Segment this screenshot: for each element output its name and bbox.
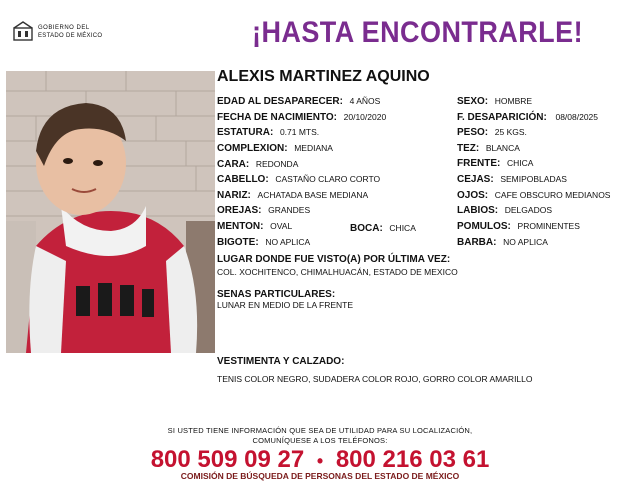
field-value: CHICA [389,223,416,233]
section-label: VESTIMENTA Y CALZADO: [217,356,345,367]
field-value: NO APLICA [503,237,548,247]
footer-note-line-1: SI USTED TIENE INFORMACIÓN QUE SEA DE UTILIDAD PARA SU LOCALIZACIÓN, [167,426,473,435]
field-value: MEDIANA [294,143,333,153]
footer-note [0,426,640,446]
field-label: ESTATURA: [217,127,274,138]
field-value: DELGADOS [504,205,552,215]
field-label: FECHA DE NACIMIENTO: [217,112,337,123]
field-menton [217,221,292,232]
field-label: LABIOS: [457,205,499,216]
field-barba [457,237,548,248]
field-label: POMULOS: [457,221,511,232]
marks-label [217,289,335,300]
field-label: MENTON: [217,221,264,232]
section-value: LUNAR EN MEDIO DE LA FRENTE [217,300,354,310]
field-label: CARA: [217,159,250,170]
marks-value [217,300,353,311]
field-label: COMPLEXION: [217,143,288,154]
footer-note-line-2: COMUNÍQUESE A LOS TELÉFONOS: [252,436,388,445]
section-label: SENAS PARTICULARES: [217,289,336,300]
last-seen-label [217,254,450,265]
field-label: BIGOTE: [217,237,259,248]
field-value: CHICA [506,158,534,168]
field-tez [457,143,520,154]
field-value: 08/08/2025 [555,112,599,122]
field-label: EDAD AL DESAPARECER: [217,96,343,107]
field-label: F. DESAPARICIÓN: [457,112,547,123]
field-cara [217,159,298,170]
commission-name: COMISIÓN DE BÚSQUEDA DE PERSONAS DEL ESTADO DE MÉXICO [180,471,460,481]
field-label: PESO: [457,127,489,138]
field-nariz [217,190,368,201]
state-emblem-icon [12,20,34,42]
child-portrait-illustration [6,71,215,353]
field-label: CABELLO: [217,174,269,185]
person-name: ALEXIS MARTINEZ AQUINO [217,68,430,85]
phone-1[interactable]: 800 509 09 27 [150,446,305,473]
field-value: OVAL [270,221,293,231]
field-label: NARIZ: [217,190,251,201]
field-fecha-nacimiento [217,112,386,123]
field-label: FRENTE: [457,158,501,169]
logo-line-1: GOBIERNO DEL [38,25,90,31]
field-value: BLANCA [485,143,520,153]
field-value: NO APLICA [265,237,311,247]
phone-numbers [0,446,640,474]
field-value: GRANDES [268,205,311,215]
field-label: TEZ: [457,143,480,154]
field-frente [457,158,533,169]
field-label: OREJAS: [217,205,262,216]
clothing-label [217,356,344,367]
field-label: BOCA: [350,223,383,234]
field-value: PROMINENTES [517,221,580,231]
field-cejas [457,174,567,185]
section-value: COL. XOCHITENCO, CHIMALHUACÁN, ESTADO DE MEXICO [217,267,458,277]
field-orejas [217,205,310,216]
field-f-desaparicion [457,112,598,123]
field-value: ACHATADA BASE MEDIANA [257,190,369,200]
field-cabello [217,174,380,185]
field-sexo [457,96,532,107]
section-label: LUGAR DONDE FUE VISTO(A) POR ÚLTIMA VEZ: [217,254,451,265]
field-label: SEXO: [457,96,489,107]
field-bigote [217,237,310,248]
field-value: 0.71 MTS. [279,127,320,137]
field-peso [457,127,527,138]
field-complexion [217,143,333,154]
field-ojos [457,190,610,201]
field-label: OJOS: [457,190,489,201]
field-value: 20/10/2020 [343,112,387,122]
missing-person-photo [6,71,215,353]
clothing-value [217,374,533,385]
state-logo [12,18,122,46]
field-boca [350,223,416,234]
field-value: 4 AÑOS [349,96,381,106]
field-value: CASTAÑO CLARO CORTO [275,174,381,184]
field-value: SEMIPOBLADAS [500,174,567,184]
field-value: REDONDA [255,159,299,169]
logo-line-2: ESTADO DE MÉXICO [38,33,103,39]
phone-separator: • [316,451,324,471]
field-pomulos [457,221,580,232]
last-seen-value [217,267,458,278]
phone-2[interactable]: 800 216 03 61 [335,446,490,473]
section-value: TENIS COLOR NEGRO, SUDADERA COLOR ROJO, GORRO COLOR AMARILLO [217,374,533,384]
field-label: BARBA: [457,237,497,248]
field-estatura [217,127,319,138]
headline: ¡HASTA ENCONTRARLE! [252,16,584,49]
field-value: CAFE OBSCURO MEDIANOS [494,190,611,200]
field-labios [457,205,552,216]
field-edad [217,96,380,107]
field-label: CEJAS: [457,174,494,185]
field-value: HOMBRE [494,96,533,106]
field-value: 25 KGS. [494,127,527,137]
